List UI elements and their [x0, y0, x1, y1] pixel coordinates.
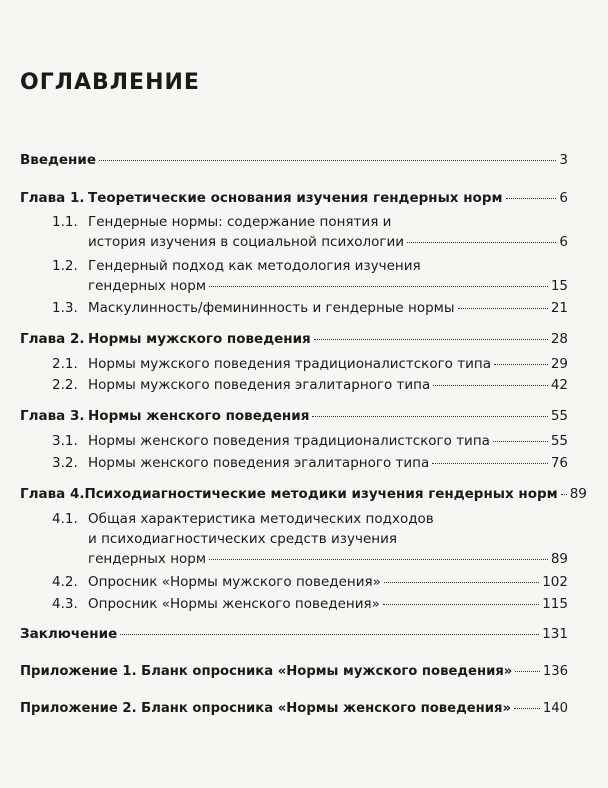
- toc-page-number: 42: [550, 377, 568, 393]
- dot-leader: [209, 286, 548, 287]
- section-number: 2.2.: [52, 377, 78, 393]
- toc-page-number: 131: [542, 626, 568, 642]
- chapter-number: Глава 2.: [20, 331, 85, 347]
- toc-entry-title-line-2: и психодиагностических средств изучения: [88, 531, 397, 547]
- section-number: 4.3.: [52, 596, 78, 612]
- toc-page-number: 28: [550, 331, 568, 347]
- toc-entry-title: Введение: [20, 152, 96, 168]
- section-number: 1.2.: [52, 258, 78, 274]
- toc-entry-title: Нормы женского поведения эгалитарного типа: [88, 455, 430, 471]
- toc-entry-section-3-2[interactable]: [52, 453, 568, 473]
- toc-entry-conclusion[interactable]: [20, 624, 568, 644]
- dot-leader: [506, 198, 557, 199]
- toc-entry-section-2-1[interactable]: [52, 354, 568, 374]
- toc-page-number: 140: [542, 701, 568, 716]
- toc-page-number: 55: [550, 408, 568, 424]
- toc-entry-title-line-2: гендерных норм: [88, 278, 207, 294]
- toc-page-number: 6: [559, 190, 568, 206]
- toc-entry-section-1-2[interactable]: [88, 276, 568, 296]
- toc-entry-intro[interactable]: [20, 150, 568, 170]
- toc-entry-section-1-3[interactable]: [52, 298, 568, 318]
- toc-entry-title: Теоретические основания изучения гендерных норм: [88, 190, 503, 206]
- toc-entry-chapter-4[interactable]: [20, 484, 587, 504]
- toc-page-number: 21: [550, 300, 568, 316]
- dot-leader: [120, 634, 539, 635]
- chapter-number: Глава 1.: [20, 190, 85, 206]
- toc-entry-appendix-2[interactable]: [20, 699, 568, 719]
- toc-entry-section-4-2[interactable]: [52, 572, 568, 592]
- section-number: 3.2.: [52, 455, 78, 471]
- toc-page-number: 136: [542, 664, 568, 679]
- toc-entry-section-1-1[interactable]: [88, 232, 568, 252]
- section-number: 1.1.: [52, 214, 78, 230]
- toc-entry-section-4-1[interactable]: [88, 549, 568, 569]
- dot-leader: [433, 385, 548, 386]
- section-number: 4.2.: [52, 574, 78, 590]
- toc-entry-title-line-2: история изучения в социальной психологии: [88, 234, 405, 250]
- toc-entry-appendix-1[interactable]: [20, 662, 568, 682]
- dot-leader: [383, 604, 539, 605]
- dot-leader: [209, 559, 548, 560]
- toc-entry-section-2-2[interactable]: [52, 375, 568, 395]
- dot-leader: [314, 339, 548, 340]
- dot-leader: [561, 494, 567, 495]
- toc-entry-title-line-1: Общая характеристика методических подходов: [88, 511, 434, 527]
- toc-entry-title: Приложение 2. Бланк опросника «Нормы женского поведения»: [20, 701, 512, 716]
- section-number: 2.1.: [52, 356, 78, 372]
- toc-entry-title: Нормы женского поведения традиционалистского типа: [88, 433, 490, 449]
- dot-leader: [384, 582, 539, 583]
- toc-entry-section-4-3[interactable]: [52, 594, 568, 614]
- toc-entry-title: Заключение: [20, 626, 118, 642]
- toc-entry-title: Опросник «Нормы мужского поведения»: [88, 574, 381, 590]
- dot-leader: [515, 671, 540, 672]
- dot-leader: [407, 242, 556, 243]
- toc-entry-title-line-1: Гендерный подход как методология изучения: [88, 258, 421, 274]
- toc-entry-section-3-1[interactable]: [52, 431, 568, 451]
- toc-entry-title: Приложение 1. Бланк опросника «Нормы мужского поведения»: [20, 664, 513, 679]
- section-number: 4.1.: [52, 511, 78, 527]
- toc-entry-chapter-1[interactable]: [20, 188, 568, 208]
- toc-page-number: 3: [559, 152, 568, 168]
- toc-page-number: 76: [550, 455, 568, 471]
- toc-entry-chapter-2[interactable]: [20, 329, 568, 349]
- dot-leader: [494, 364, 548, 365]
- toc-page-number: 6: [559, 234, 568, 250]
- toc-entry-title: Опросник «Нормы женского поведения»: [88, 596, 380, 612]
- toc-page-number: 15: [550, 278, 568, 294]
- dot-leader: [458, 308, 548, 309]
- dot-leader: [312, 416, 547, 417]
- toc-entry-title-line-1: Гендерные нормы: содержание понятия и: [88, 214, 392, 230]
- page-title: ОГЛАВЛЕНИЕ: [20, 70, 200, 95]
- toc-entry-title: Маскулинность/фемининность и гендерные нормы: [88, 300, 455, 316]
- dot-leader: [99, 160, 556, 161]
- dot-leader: [514, 708, 540, 709]
- toc-entry-title: Нормы мужского поведения традиционалистского типа: [88, 356, 491, 372]
- chapter-number: Глава 4.: [20, 486, 85, 502]
- toc-page-number: 29: [550, 356, 568, 372]
- toc-entry-title: Нормы женского поведения: [88, 408, 310, 424]
- toc-page-number: 102: [542, 574, 568, 590]
- section-number: 1.3.: [52, 300, 78, 316]
- dot-leader: [432, 463, 548, 464]
- toc-entry-title: Психодиагностические методики изучения гендерных норм: [84, 486, 558, 502]
- toc-entry-title: Нормы мужского поведения эгалитарного типа: [88, 377, 431, 393]
- toc-entry-chapter-3[interactable]: [20, 406, 568, 426]
- toc-page-number: 55: [550, 433, 568, 449]
- dot-leader: [493, 441, 548, 442]
- chapter-number: Глава 3.: [20, 408, 85, 424]
- toc-entry-title-line-3: гендерных норм: [88, 551, 207, 567]
- toc-entry-title: Нормы мужского поведения: [88, 331, 311, 347]
- section-number: 3.1.: [52, 433, 78, 449]
- toc-page-number: 89: [550, 551, 568, 567]
- toc-page-number: 115: [542, 596, 568, 612]
- toc-page-number: 89: [569, 486, 587, 502]
